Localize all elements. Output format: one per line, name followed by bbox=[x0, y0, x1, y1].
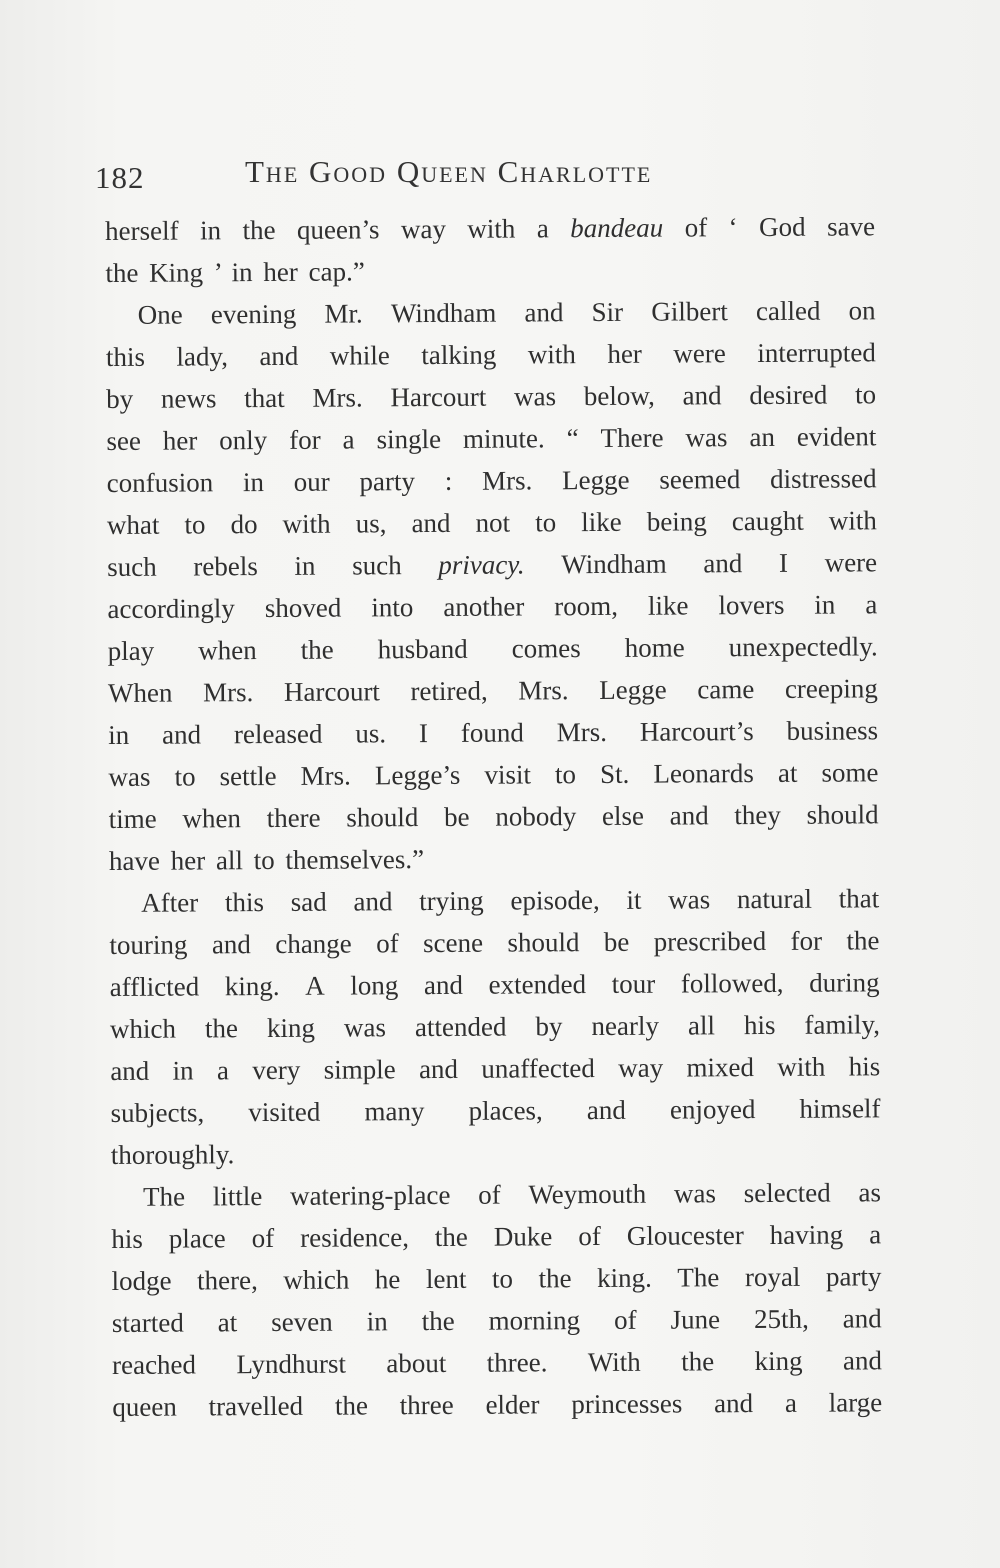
word: king. bbox=[596, 1262, 652, 1294]
word: and bbox=[524, 297, 564, 328]
word: with bbox=[777, 1051, 826, 1082]
word: save bbox=[826, 211, 876, 242]
word: should bbox=[507, 927, 580, 958]
word: for bbox=[289, 424, 321, 455]
word: selected bbox=[743, 1177, 831, 1209]
word: Lyndhurst bbox=[236, 1348, 347, 1380]
word: his bbox=[743, 1009, 776, 1041]
word: not bbox=[475, 507, 511, 538]
word: Sir bbox=[591, 296, 624, 328]
word: Mrs. bbox=[556, 716, 608, 748]
word: in bbox=[814, 589, 836, 620]
word: of bbox=[376, 928, 399, 959]
word: visited bbox=[248, 1096, 321, 1128]
word: and bbox=[669, 800, 709, 831]
word: unexpectedly. bbox=[728, 631, 878, 663]
word: I bbox=[778, 547, 789, 578]
word: the bbox=[300, 634, 334, 665]
word: nearly bbox=[591, 1010, 660, 1042]
word: mixed bbox=[686, 1052, 755, 1083]
word: with bbox=[282, 508, 331, 539]
word: he bbox=[374, 1264, 401, 1295]
word: and bbox=[110, 1055, 150, 1086]
word: followed, bbox=[680, 967, 784, 999]
word: his bbox=[848, 1051, 881, 1082]
text-line bbox=[108, 751, 878, 798]
word: One bbox=[137, 299, 183, 330]
text-line bbox=[107, 499, 877, 546]
word: were bbox=[824, 547, 878, 578]
word: of bbox=[578, 1220, 601, 1252]
word: the bbox=[421, 1305, 455, 1337]
word: a bbox=[869, 1219, 882, 1250]
word: afflicted bbox=[109, 971, 200, 1002]
word: himself bbox=[799, 1093, 881, 1124]
word: party bbox=[359, 466, 416, 497]
word: Gloucester bbox=[626, 1220, 744, 1251]
word: this bbox=[105, 341, 146, 372]
word: was bbox=[343, 1012, 387, 1043]
word: Weymouth bbox=[528, 1178, 647, 1210]
word: tour bbox=[611, 968, 656, 999]
word: of bbox=[684, 212, 708, 243]
word: distressed bbox=[770, 463, 877, 494]
word: and bbox=[259, 340, 299, 372]
word: shoved bbox=[264, 592, 342, 624]
text-line bbox=[112, 1297, 882, 1344]
text-line bbox=[109, 919, 879, 966]
word: When bbox=[107, 677, 173, 708]
word: morning bbox=[488, 1305, 581, 1336]
word: as bbox=[858, 1177, 882, 1208]
word: a bbox=[784, 1387, 797, 1418]
word: on bbox=[848, 295, 876, 326]
word: A bbox=[305, 970, 325, 1001]
word: lady, bbox=[176, 341, 228, 372]
word: king. bbox=[224, 970, 280, 1002]
word: was bbox=[685, 422, 728, 453]
word: of bbox=[613, 1304, 637, 1335]
word: and bbox=[842, 1345, 883, 1376]
word: I bbox=[418, 718, 428, 749]
word: king bbox=[266, 1012, 316, 1044]
word: interrupted bbox=[757, 337, 876, 369]
word: three. bbox=[486, 1347, 548, 1378]
word: of bbox=[478, 1179, 501, 1210]
word: with bbox=[467, 213, 516, 244]
word: while bbox=[329, 340, 390, 371]
word: with bbox=[828, 505, 877, 536]
word: the bbox=[334, 1390, 368, 1421]
word: in bbox=[172, 1055, 194, 1086]
word: all bbox=[687, 1010, 716, 1041]
word: The bbox=[142, 1181, 186, 1212]
word: family, bbox=[804, 1009, 881, 1040]
word: residence, bbox=[300, 1222, 409, 1253]
word: found bbox=[460, 717, 524, 748]
word: what bbox=[106, 509, 160, 540]
text-line bbox=[109, 877, 879, 924]
word: which bbox=[109, 1013, 177, 1044]
word: long bbox=[350, 970, 399, 1001]
word: many bbox=[364, 1096, 425, 1127]
word: there, bbox=[196, 1265, 258, 1296]
text-line bbox=[110, 961, 880, 1008]
text-line bbox=[105, 205, 875, 252]
word: the bbox=[434, 1221, 468, 1253]
word: her bbox=[607, 338, 642, 369]
word: elder bbox=[485, 1389, 540, 1420]
word: a bbox=[342, 424, 355, 455]
word: do bbox=[230, 509, 258, 540]
text-line bbox=[108, 709, 878, 756]
word: in bbox=[366, 1306, 388, 1337]
word: home bbox=[624, 632, 685, 663]
word: that bbox=[244, 382, 285, 414]
word: party bbox=[825, 1261, 882, 1292]
text-line bbox=[108, 667, 878, 714]
word: with bbox=[527, 339, 576, 370]
word: us, bbox=[355, 508, 387, 539]
word: that bbox=[838, 883, 880, 914]
word: attended bbox=[414, 1011, 507, 1043]
text-line bbox=[107, 457, 877, 504]
word: Leonards bbox=[653, 758, 754, 789]
word: desired bbox=[749, 379, 828, 411]
text-line bbox=[112, 1339, 882, 1386]
word: Gilbert bbox=[651, 296, 728, 327]
word: Mrs. bbox=[312, 382, 363, 413]
word: and bbox=[586, 1094, 626, 1126]
word: in bbox=[199, 215, 222, 246]
word: queen bbox=[112, 1391, 177, 1422]
word: such bbox=[352, 550, 402, 581]
text-line bbox=[106, 331, 876, 378]
word: reached bbox=[111, 1349, 197, 1380]
word: Harcourt bbox=[283, 676, 380, 707]
word: and bbox=[353, 886, 393, 917]
word: in bbox=[242, 467, 265, 498]
word: below, bbox=[583, 380, 655, 412]
word: retired, bbox=[410, 675, 488, 707]
text-line bbox=[106, 373, 876, 420]
word: three bbox=[399, 1389, 454, 1421]
word: Windham bbox=[561, 548, 667, 580]
word: lodge bbox=[111, 1265, 172, 1296]
text-line: thoroughly. bbox=[110, 1139, 235, 1170]
word: and bbox=[682, 380, 722, 411]
word: about bbox=[386, 1347, 447, 1379]
word: and bbox=[162, 719, 202, 750]
word: husband bbox=[377, 633, 468, 665]
text-line bbox=[106, 289, 876, 336]
word: released bbox=[233, 718, 323, 750]
text-line bbox=[111, 1213, 881, 1260]
word: visit bbox=[484, 759, 532, 790]
page-number: 182 bbox=[95, 160, 145, 195]
word: little bbox=[212, 1181, 263, 1212]
running-title: The Good Queen Charlotte bbox=[245, 154, 653, 189]
word: in bbox=[108, 719, 130, 750]
text-line bbox=[109, 793, 879, 840]
word: sad bbox=[290, 886, 327, 917]
word: for bbox=[790, 925, 823, 956]
word: into bbox=[371, 592, 414, 623]
word: should bbox=[346, 802, 419, 833]
word: unaffected bbox=[481, 1053, 595, 1084]
word: There bbox=[600, 422, 664, 453]
word: privacy. bbox=[438, 549, 525, 580]
word: in bbox=[294, 550, 316, 581]
word: subjects, bbox=[110, 1097, 205, 1128]
word: there bbox=[266, 802, 321, 834]
word: his bbox=[111, 1223, 143, 1254]
word: some bbox=[821, 757, 879, 788]
body-text bbox=[105, 205, 882, 1428]
word: was bbox=[108, 761, 151, 792]
word: the bbox=[538, 1263, 572, 1294]
word: room, bbox=[554, 590, 619, 622]
word: watering-place bbox=[289, 1179, 451, 1211]
word: else bbox=[601, 800, 645, 831]
word: Mrs. bbox=[518, 675, 569, 706]
word: started bbox=[111, 1307, 184, 1338]
word: and bbox=[842, 1303, 882, 1334]
word: Legge’s bbox=[374, 759, 461, 791]
word: to bbox=[554, 759, 577, 790]
word: place bbox=[168, 1223, 226, 1254]
word: to bbox=[491, 1263, 514, 1294]
text-line bbox=[112, 1381, 882, 1428]
word: and bbox=[423, 969, 464, 1001]
word: business bbox=[786, 715, 879, 746]
word: and bbox=[714, 1388, 754, 1419]
word: change bbox=[275, 928, 352, 959]
word: ‘ bbox=[728, 212, 738, 243]
word: queen’s bbox=[296, 214, 380, 245]
word: being bbox=[646, 506, 707, 537]
word: called bbox=[755, 295, 821, 327]
text-line bbox=[107, 541, 877, 588]
word: evening bbox=[210, 298, 297, 330]
word: to bbox=[854, 379, 877, 410]
page-header bbox=[95, 150, 875, 200]
word: the bbox=[846, 925, 880, 956]
word: herself bbox=[105, 215, 179, 246]
word: trying bbox=[419, 885, 484, 917]
word: a bbox=[216, 1055, 230, 1086]
word: rebels bbox=[193, 551, 258, 582]
word: enjoyed bbox=[669, 1094, 756, 1125]
word: such bbox=[107, 551, 157, 582]
word: having bbox=[769, 1219, 844, 1250]
word: us. bbox=[355, 718, 387, 749]
word: nobody bbox=[495, 801, 577, 832]
word: Harcourt’s bbox=[639, 716, 754, 747]
word: to bbox=[535, 507, 557, 538]
word: After bbox=[141, 887, 199, 918]
word: With bbox=[587, 1346, 641, 1378]
word: very bbox=[252, 1054, 301, 1086]
word: like bbox=[647, 590, 689, 621]
word: minute. bbox=[462, 423, 545, 454]
word: caught bbox=[731, 505, 804, 537]
text-line bbox=[110, 1003, 880, 1050]
word: her bbox=[162, 425, 198, 456]
word: which bbox=[283, 1264, 350, 1295]
word: when bbox=[182, 803, 242, 834]
text-line bbox=[111, 1255, 881, 1302]
text-line bbox=[110, 1045, 880, 1092]
word: prescribed bbox=[653, 925, 767, 957]
word: scene bbox=[422, 927, 484, 959]
word: royal bbox=[744, 1261, 801, 1293]
word: only bbox=[219, 425, 268, 456]
word: Legge bbox=[599, 674, 667, 705]
word: and bbox=[418, 1053, 459, 1085]
word: St. bbox=[599, 758, 630, 789]
text-line bbox=[108, 625, 878, 672]
word: a bbox=[865, 589, 878, 620]
word: lent bbox=[425, 1263, 467, 1295]
word: the bbox=[242, 214, 276, 246]
word: it bbox=[626, 884, 642, 915]
word: accordingly bbox=[107, 593, 235, 624]
word: seemed bbox=[659, 464, 741, 495]
word: time bbox=[108, 803, 157, 834]
word: princesses bbox=[571, 1388, 683, 1420]
word: Duke bbox=[493, 1221, 553, 1252]
word: and bbox=[411, 507, 451, 539]
word: and bbox=[703, 548, 743, 579]
word: episode, bbox=[510, 884, 600, 916]
text-line bbox=[111, 1171, 881, 1218]
word: settle bbox=[219, 760, 277, 792]
word: they bbox=[734, 799, 781, 831]
word: God bbox=[758, 211, 806, 243]
word: were bbox=[673, 338, 726, 369]
word: an bbox=[749, 421, 775, 453]
word: way bbox=[400, 213, 446, 245]
word: Mrs. bbox=[481, 465, 533, 496]
word: our bbox=[293, 466, 330, 497]
word: this bbox=[224, 887, 265, 918]
word: news bbox=[160, 383, 217, 414]
word: evident bbox=[796, 421, 877, 452]
word: play bbox=[107, 635, 155, 666]
word: another bbox=[443, 591, 525, 622]
text-line bbox=[106, 415, 876, 462]
word: large bbox=[828, 1387, 883, 1418]
word: natural bbox=[736, 883, 812, 915]
word: bandeau bbox=[570, 212, 664, 244]
word: simple bbox=[323, 1054, 396, 1085]
word: Mr. bbox=[324, 298, 363, 329]
word: see bbox=[106, 425, 141, 456]
word: be bbox=[603, 926, 630, 957]
word: at bbox=[217, 1307, 238, 1338]
word: creeping bbox=[784, 673, 878, 704]
word: the bbox=[204, 1013, 239, 1044]
word: to bbox=[184, 509, 206, 540]
text-line: the King ’ in her cap.” bbox=[105, 256, 365, 288]
word: was bbox=[668, 884, 711, 915]
text-line: have her all to themselves.” bbox=[108, 844, 425, 876]
word: during bbox=[809, 967, 880, 998]
word: talking bbox=[421, 339, 497, 371]
word: like bbox=[581, 506, 622, 538]
word: a bbox=[536, 213, 549, 244]
word: extended bbox=[488, 969, 587, 1000]
word: “ bbox=[566, 423, 579, 454]
word: Legge bbox=[562, 464, 630, 496]
word: lovers bbox=[718, 589, 785, 621]
word: by bbox=[106, 383, 134, 414]
word: by bbox=[535, 1011, 563, 1042]
word: Harcourt bbox=[390, 381, 487, 413]
word: The bbox=[677, 1262, 720, 1293]
word: places, bbox=[468, 1095, 543, 1126]
word: at bbox=[777, 757, 798, 788]
text-line bbox=[110, 1087, 880, 1134]
word: was bbox=[673, 1178, 717, 1209]
word: Mrs. bbox=[202, 677, 254, 708]
word: was bbox=[514, 381, 557, 412]
word: single bbox=[376, 423, 442, 455]
word: Mrs. bbox=[300, 760, 351, 791]
word: touring bbox=[109, 929, 188, 960]
text-line bbox=[107, 583, 877, 630]
word: of bbox=[251, 1222, 275, 1254]
word: comes bbox=[511, 633, 581, 664]
word: the bbox=[681, 1346, 715, 1377]
word: to bbox=[174, 761, 196, 792]
word: be bbox=[443, 801, 470, 832]
word: travelled bbox=[208, 1390, 304, 1422]
word: and bbox=[211, 929, 251, 960]
word: confusion bbox=[106, 467, 214, 498]
word: way bbox=[618, 1052, 664, 1083]
word: seven bbox=[271, 1306, 333, 1338]
word: king bbox=[754, 1345, 803, 1377]
word: Windham bbox=[390, 297, 497, 329]
word: should bbox=[806, 799, 879, 830]
word: June bbox=[670, 1304, 721, 1335]
word: 25th, bbox=[753, 1303, 809, 1335]
word: when bbox=[198, 635, 257, 666]
word: came bbox=[697, 674, 755, 705]
word: : bbox=[444, 465, 453, 496]
